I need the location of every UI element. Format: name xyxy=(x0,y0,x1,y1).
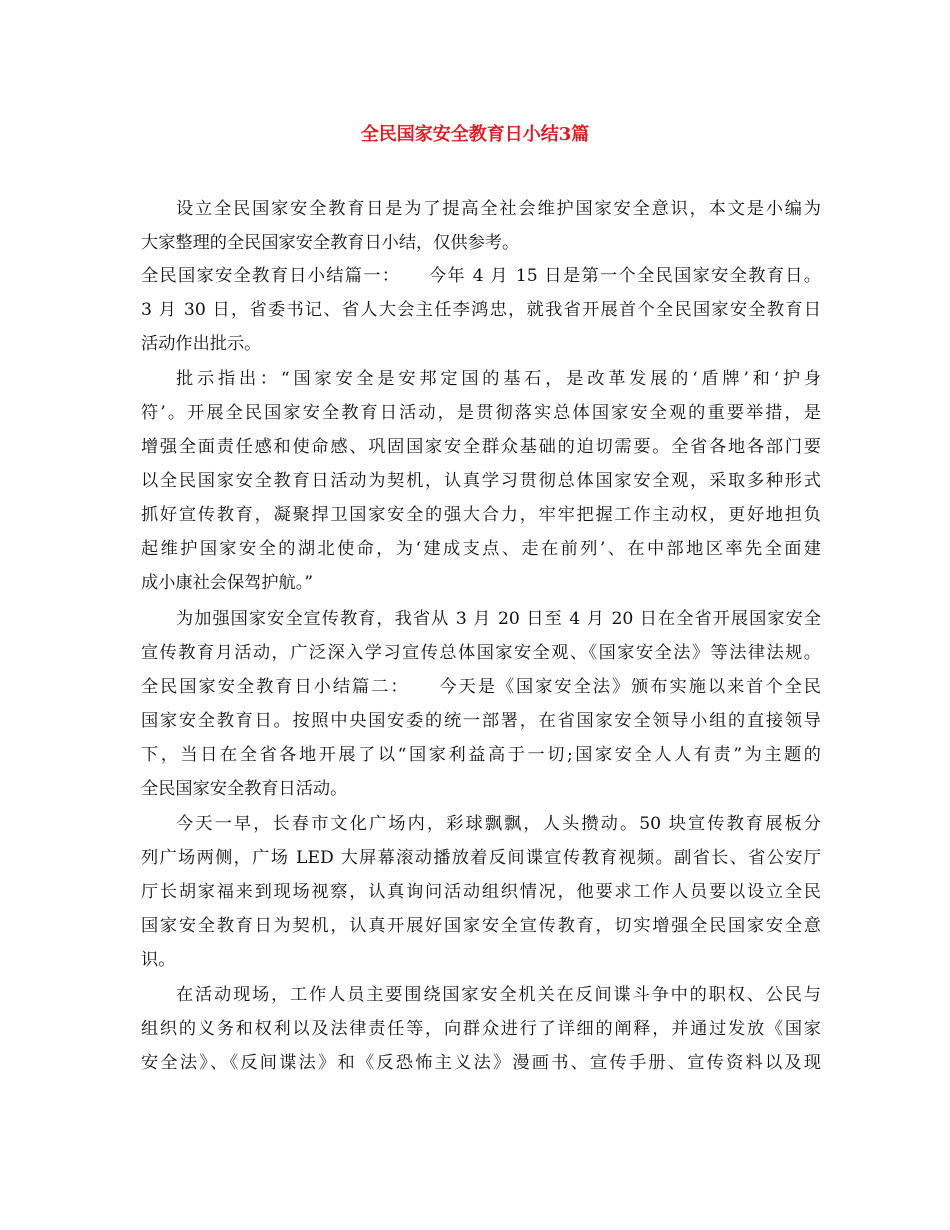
paragraph-line: 列广场两侧，广场 LED 大屏幕滚动播放着反间谍宣传教育视频。副省长、省公安厅 xyxy=(141,848,821,868)
paragraph-line: 设立全民国家安全教育日是为了提高全社会维护国家安全意识，本文是小编为 xyxy=(176,199,821,219)
paragraph-line: 国家安全教育日为契机，认真开展好国家安全宣传教育，切实增强全民国家安全意 xyxy=(141,916,821,936)
paragraph-line: 今天一早，长春市文化广场内，彩球飘飘，人头攒动。50 块宣传教育展板分 xyxy=(176,814,821,834)
paragraph-line: 为加强国家安全宣传教育，我省从 3 月 20 日至 4 月 20 日在全省开展国家安全 xyxy=(176,609,821,629)
paragraph-line: 成小康社会保驾护航。” xyxy=(141,573,314,593)
paragraph-line: 全民国家安全教育日活动。 xyxy=(141,779,348,799)
paragraph-line: 3 月 30 日，省委书记、省人大会主任李鸿忠，就我省开展首个全民国家安全教育日 xyxy=(141,300,821,320)
paragraph-line: 以全民国家安全教育日活动为契机，认真学习贯彻总体国家安全观，采取多种形式 xyxy=(141,471,821,491)
paragraph-line: 厅长胡家福来到现场视察，认真询问活动组织情况，他要求工作人员要以设立全民 xyxy=(141,882,821,902)
paragraph-line: 安全法》、《反间谍法》和《反恐怖主义法》漫画书、宣传手册、宣传资料以及现 xyxy=(141,1053,821,1073)
paragraph-line: 宣传教育月活动，广泛深入学习宣传总体国家安全观、《国家安全法》等法律法规。 xyxy=(141,643,821,663)
paragraph-line: 起维护国家安全的湖北使命，为‘建成支点、走在前列’、在中部地区率先全面建 xyxy=(141,539,821,559)
paragraph-line: 下，当日在全省各地开展了以“国家利益高于一切;国家安全人人有责”为主题的 xyxy=(141,745,821,765)
paragraph-line: 组织的义务和权利以及法律责任等，向群众进行了详细的阐释，并通过发放《国家 xyxy=(141,1019,821,1039)
paragraph-line: 国家安全教育日。按照中央国安委的统一部署，在省国家安全领导小组的直接领导 xyxy=(141,711,821,731)
paragraph-line: 识。 xyxy=(141,950,176,970)
paragraph-line: 在活动现场，工作人员主要围绕国家安全机关在反间谍斗争中的职权、公民与 xyxy=(176,985,821,1005)
paragraph-line: 批示指出：“国家安全是安邦定国的基石，是改革发展的‘盾牌’和‘护身 xyxy=(176,369,821,389)
paragraph-line: 全民国家安全教育日小结篇一： 今年 4 月 15 日是第一个全民国家安全教育日。 xyxy=(141,266,821,286)
paragraph-line: 全民国家安全教育日小结篇二： 今天是《国家安全法》颁布实施以来首个全民 xyxy=(141,677,821,697)
paragraph-line: 大家整理的全民国家安全教育日小结，仅供参考。 xyxy=(141,233,520,253)
paragraph-line: 抓好宣传教育，凝聚捍卫国家安全的强大合力，牢牢把握工作主动权，更好地担负 xyxy=(141,505,821,525)
paragraph-line: 活动作出批示。 xyxy=(141,334,262,354)
document-title: 全民国家安全教育日小结3篇 xyxy=(360,124,590,145)
paragraph-line: 符’。开展全民国家安全教育日活动，是贯彻落实总体国家安全观的重要举措，是 xyxy=(141,403,821,423)
paragraph-line: 增强全面责任感和使命感、巩固国家安全群众基础的迫切需要。全省各地各部门要 xyxy=(141,437,821,457)
